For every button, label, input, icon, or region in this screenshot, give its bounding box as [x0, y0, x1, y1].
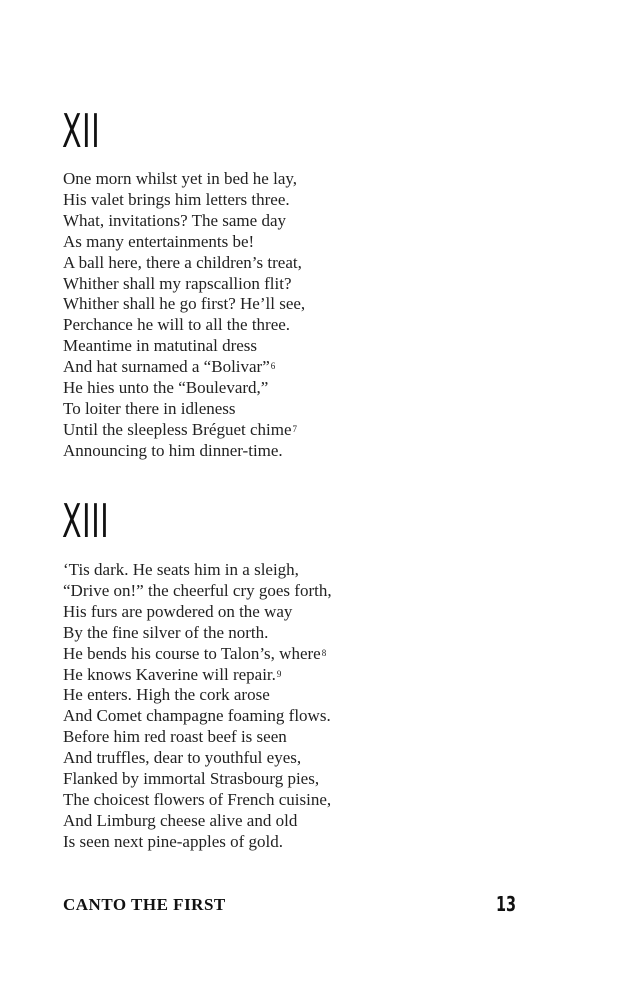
verse-line: To loiter there in idleness — [63, 398, 236, 418]
running-title: CANTO THE FIRST — [63, 895, 226, 914]
verse-line: Whither shall he go first? He’ll see, — [63, 294, 306, 314]
verse-line: “Drive on!” the cheerful cry goes forth, — [63, 580, 332, 600]
stanza-heading-xiii: XIII — [62, 494, 110, 548]
footnote-marker[interactable]: 6 — [270, 361, 276, 372]
verse-line: Meantime in matutinal dress — [63, 336, 258, 356]
stanza-heading-xii: XII — [62, 104, 101, 158]
stanza-xii — [63, 169, 305, 462]
verse-line: He enters. High the cork arose — [63, 685, 270, 705]
verse-line: And Limburg cheese alive and old — [63, 810, 298, 830]
verse-line: He bends his course to Talon’s, where$^8$ — [63, 643, 327, 663]
verse-line: And hat surnamed a “Bolivar”$^6$ — [63, 357, 276, 377]
verse-line: And truffles, dear to youthful eyes, — [63, 748, 302, 768]
verse-line: And Comet champagne foaming flows. — [63, 706, 331, 726]
verse-line: Is seen next pine-apples of gold. — [63, 831, 283, 851]
stanza-xiii — [63, 560, 332, 853]
footnote-marker[interactable]: 9 — [276, 668, 282, 679]
verse-line: As many entertainments be! — [63, 231, 255, 251]
verse-line: ‘Tis dark. He seats him in a sleigh, — [63, 560, 299, 579]
verse-line: Until the sleepless Bréguet chime$^7$ — [63, 419, 297, 439]
verse-line: He knows Kaverine will repair.$^9$ — [63, 664, 282, 684]
verse-line: The choicest flowers of French cuisine, — [63, 789, 332, 809]
verse-line: By the fine silver of the north. — [63, 622, 269, 642]
verse-line: Before him red roast beef is seen — [63, 727, 287, 747]
footnote-marker[interactable]: 8 — [321, 647, 327, 658]
footnote-marker[interactable]: 7 — [292, 423, 297, 434]
verse-line: One morn whilst yet in bed he lay, — [63, 169, 298, 188]
verse-line: His valet brings him letters three. — [63, 189, 290, 209]
verse-line: What, invitations? The same day — [63, 210, 286, 230]
verse-line: A ball here, there a children’s treat, — [63, 252, 302, 272]
verse-line: Whither shall my rapscallion flit? — [63, 273, 292, 293]
verse-line: Perchance he will to all the three. — [63, 315, 291, 335]
verse-line: Announcing to him dinner-time. — [63, 440, 283, 460]
verse-line: His furs are powdered on the way — [63, 601, 293, 621]
page-number: 13 — [496, 892, 517, 916]
verse-line: He hies unto the “Boulevard,” — [63, 378, 269, 398]
verse-line: Flanked by immortal Strasbourg pies, — [63, 769, 320, 789]
